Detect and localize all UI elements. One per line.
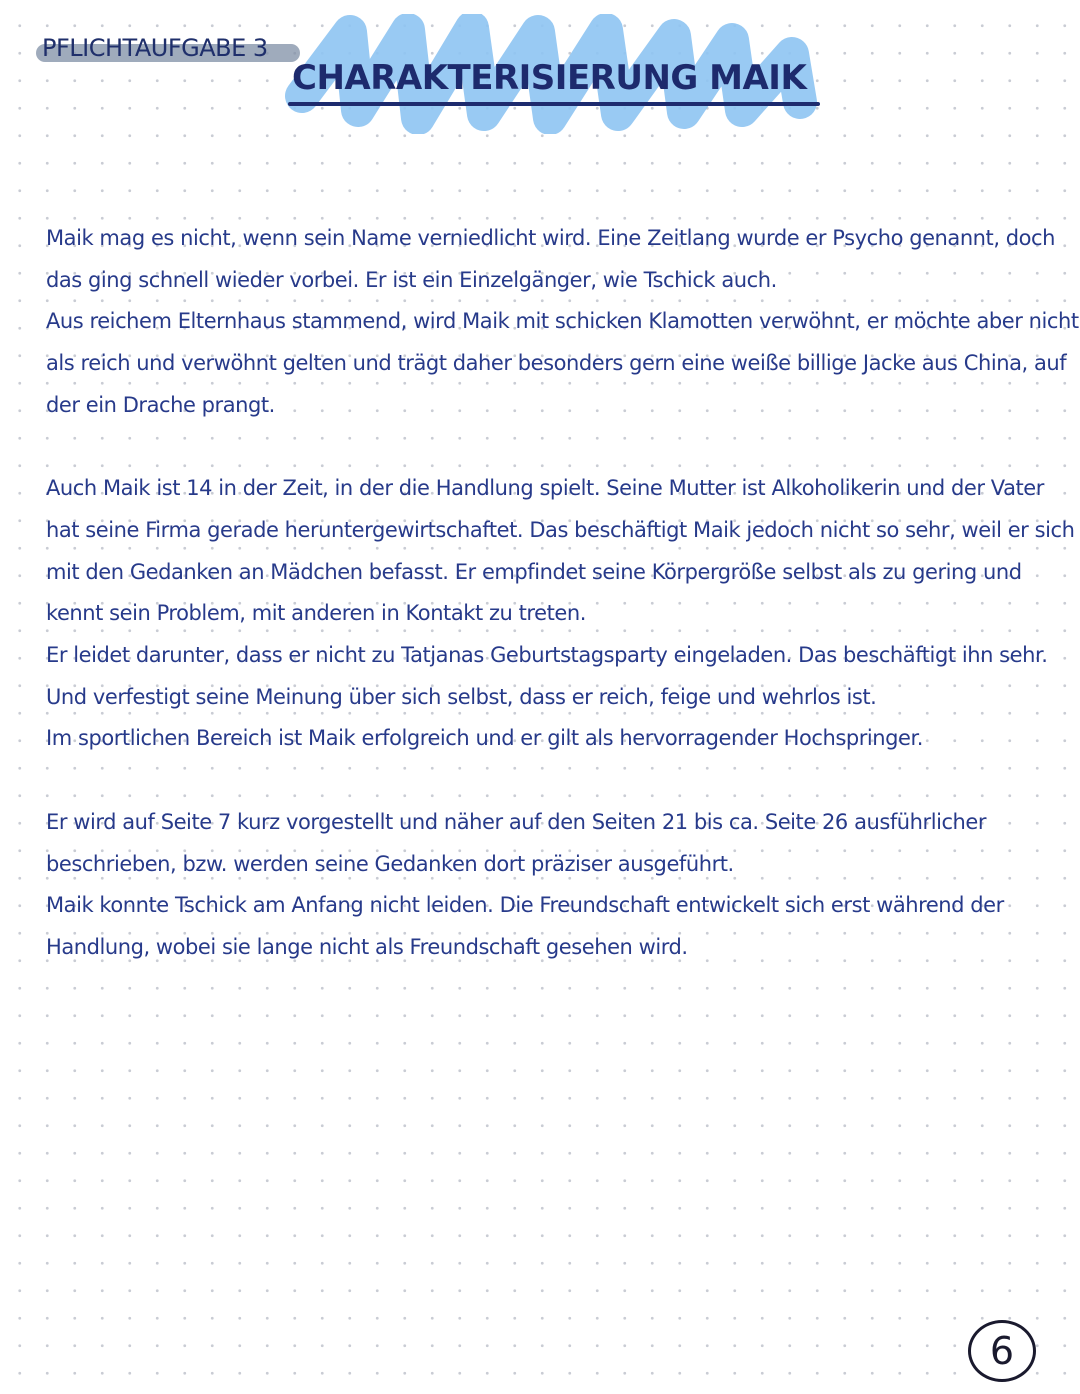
text-line: Aus reichem Elternhaus stammend, wird Maik mit schicken Klamotten verwöhnt, er möchte aber nicht [46, 309, 1079, 334]
text-line: das ging schnell wieder vorbei. Er ist ein Einzelgänger, wie Tschick auch. [46, 267, 777, 292]
text-line: Er leidet darunter, dass er nicht zu Tatjanas Geburtstagsparty eingeladen. Das beschäftigt ihn sehr. [46, 643, 1048, 668]
text-line: hat seine Firma gerade heruntergewirtschaftet. Das beschäftigt Maik jedoch nicht so sehr, weil er sich [46, 517, 1075, 542]
title-underline [288, 102, 820, 106]
text-line: Maik konnte Tschick am Anfang nicht leiden. Die Freundschaft entwickelt sich erst während der [46, 893, 1004, 918]
text-line: Maik mag es nicht, wenn sein Name verniedlicht wird. Eine Zeitlang wurde er Psycho genannt, doch [46, 226, 1056, 250]
text-line: der ein Drache prangt. [46, 392, 275, 417]
text-line: Er wird auf Seite 7 kurz vorgestellt und näher auf den Seiten 21 bis ca. Seite 26 ausführlicher [46, 809, 987, 834]
assignment-label [36, 32, 306, 66]
text-line: Und verfestigt seine Meinung über sich selbst, dass er reich, feige und wehrlos ist. [46, 684, 877, 709]
text-line: mit den Gedanken an Mädchen befasst. Er empfindet seine Körpergröße selbst als zu gering und [46, 559, 1022, 584]
text-line: kennt sein Problem, mit anderen in Kontakt zu treten. [46, 601, 586, 626]
assignment-label-text: PFLICHTAUFGABE 3 [42, 34, 268, 62]
text-line: als reich und verwöhnt gelten und trägt daher besonders gern eine weiße billige Jacke aus China, auf [46, 351, 1067, 376]
text-line: Auch Maik ist 14 in der Zeit, in der die Handlung spielt. Seine Mutter ist Alkoholikerin und der Vater [46, 476, 1044, 501]
paragraph-1 [46, 218, 1079, 427]
text-line: beschrieben, bzw. werden seine Gedanken dort präziser ausgeführt. [46, 851, 734, 876]
text-line: Im sportlichen Bereich ist Maik erfolgreich und er gilt als hervorragender Hochspringer. [46, 726, 923, 751]
page-number-badge [968, 1320, 1036, 1382]
paragraph-2 [46, 468, 1075, 760]
text-line: Handlung, wobei sie lange nicht als Freundschaft gesehen wird. [46, 934, 688, 959]
paragraph-3 [46, 802, 1046, 969]
page-title: CHARAKTERISIERUNG MAIK [292, 58, 807, 98]
page-number: 6 [989, 1329, 1015, 1373]
essay-body [46, 218, 1079, 1010]
